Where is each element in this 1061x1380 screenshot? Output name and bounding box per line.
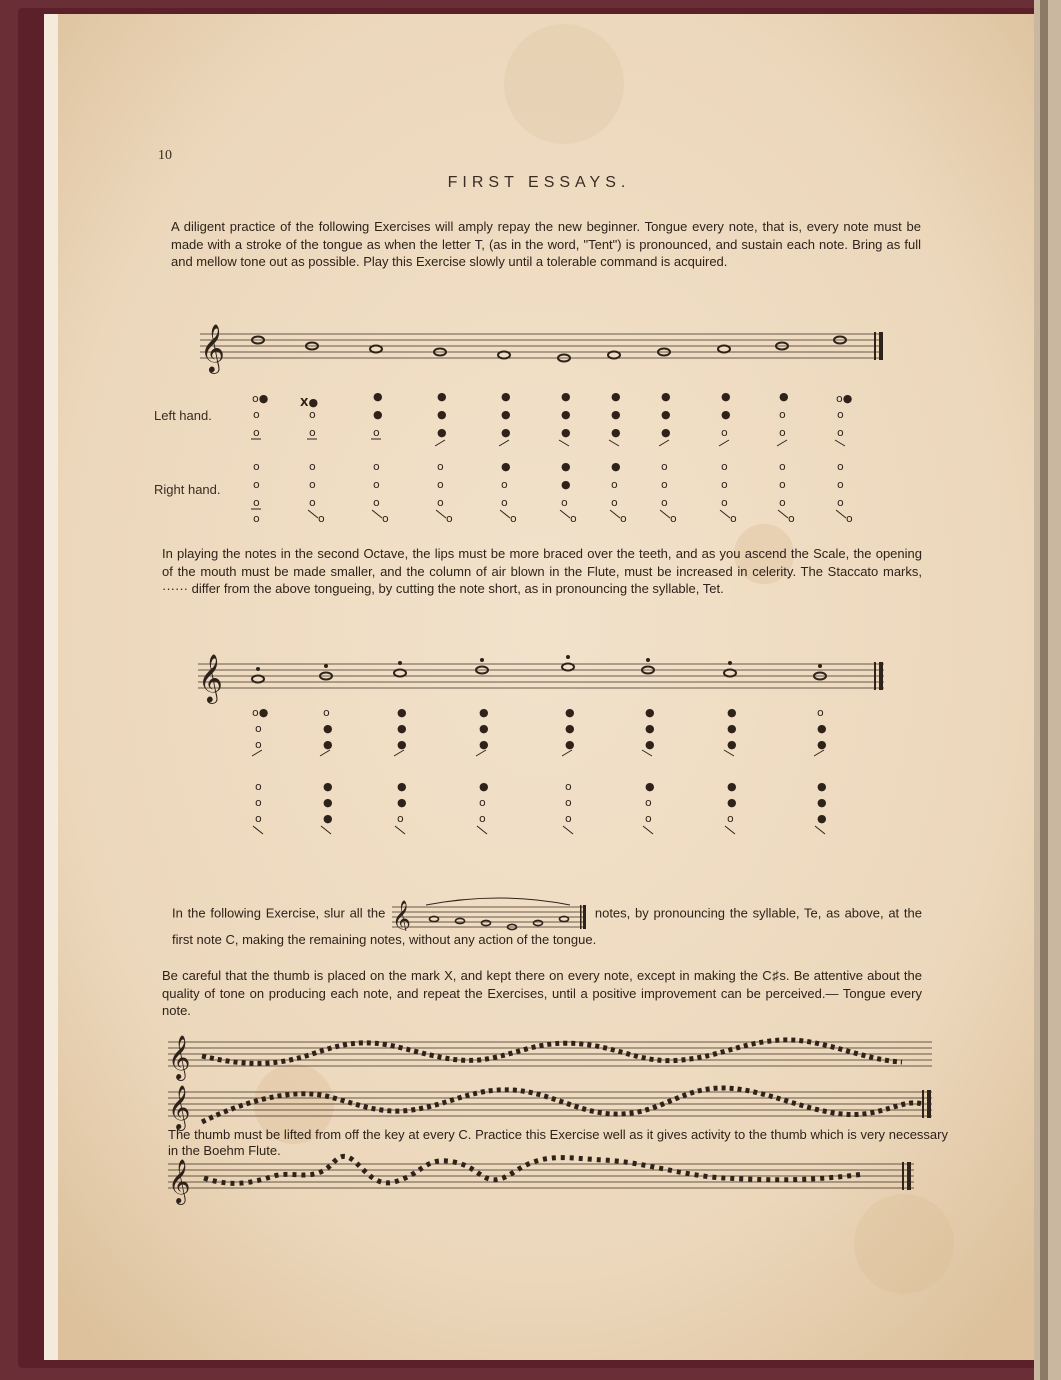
svg-text:o: o	[255, 796, 262, 809]
svg-text:o: o	[309, 426, 316, 439]
svg-text:●: ●	[661, 408, 671, 421]
svg-text:o: o	[309, 408, 316, 421]
fingering-columns	[251, 390, 853, 524]
svg-text:●: ●	[817, 738, 827, 751]
slur-text-a: In the following Exercise, slur all the	[172, 905, 386, 921]
svg-text:●: ●	[561, 460, 571, 473]
svg-text:●: ●	[611, 460, 621, 473]
svg-text:o: o	[846, 512, 853, 524]
right-hand-label: Right hand.	[154, 482, 221, 497]
svg-text:●: ●	[661, 426, 671, 439]
svg-text:●: ●	[479, 780, 489, 793]
svg-text:●: ●	[817, 780, 827, 793]
svg-text:o●: o●	[252, 392, 269, 405]
svg-text:●: ●	[373, 408, 383, 421]
svg-text:o: o	[373, 496, 380, 509]
bar-line	[874, 332, 876, 360]
left-hand-label: Left hand.	[154, 408, 212, 423]
svg-text:●: ●	[397, 780, 407, 793]
svg-text:o: o	[479, 796, 486, 809]
svg-text:●: ●	[727, 780, 737, 793]
svg-text:●: ●	[817, 796, 827, 809]
careful-paragraph: Be careful that the thumb is placed on the mark X, and kept there on every note, except in making the C♯s. Be attentive about the quality of tone on producing each note, and repeat the Exercises, until a positive improvement can be perceived.— Tongue every note.	[162, 968, 922, 1018]
svg-text:o: o	[611, 496, 618, 509]
svg-text:o: o	[373, 460, 380, 473]
svg-text:o●: o●	[252, 706, 269, 719]
svg-text:●: ●	[437, 390, 447, 403]
svg-text:o: o	[253, 408, 260, 421]
svg-text:o: o	[382, 512, 389, 524]
staccato-notes	[252, 664, 826, 683]
svg-text:●: ●	[501, 460, 511, 473]
svg-text:o: o	[661, 496, 668, 509]
svg-text:●: ●	[437, 426, 447, 439]
svg-text:●: ●	[611, 426, 621, 439]
treble-clef-icon: 𝄞	[198, 656, 223, 702]
svg-text:o: o	[837, 460, 844, 473]
page-title: FIRST ESSAYS.	[447, 174, 631, 191]
exercise-3-wave-staves	[162, 1032, 952, 1132]
svg-text:o: o	[437, 496, 444, 509]
svg-text:o: o	[779, 426, 786, 439]
svg-text:o: o	[570, 512, 577, 524]
svg-text:o: o	[255, 812, 262, 825]
svg-text:𝄞: 𝄞	[168, 1037, 191, 1079]
svg-text:o: o	[645, 796, 652, 809]
svg-text:o: o	[727, 812, 734, 825]
next-page-edge	[1034, 0, 1061, 1380]
thumb-paragraph: The thumb must be lifted from off the key at every C. Practice this Exercise well as it gives activity to the thumb which is very necessary in the Boehm Flute.	[168, 1127, 948, 1158]
exercise-4-thumb-staff	[164, 1152, 924, 1208]
svg-text:o: o	[255, 738, 262, 751]
svg-text:o: o	[561, 496, 568, 509]
svg-text:●: ●	[323, 738, 333, 751]
svg-text:o: o	[253, 512, 260, 524]
svg-text:●: ●	[561, 478, 571, 491]
final-bar-line	[879, 332, 883, 360]
svg-text:●: ●	[727, 738, 737, 751]
svg-text:o: o	[661, 478, 668, 491]
svg-text:●: ●	[561, 390, 571, 403]
svg-text:o: o	[565, 780, 572, 793]
page-number: 10	[158, 148, 172, 163]
svg-text:o: o	[309, 460, 316, 473]
second-octave-paragraph: In playing the notes in the second Octave, the lips must be more braced over the teeth, and as you ascend the Scale, the opening of the mouth must be made smaller, and the column of air blown in the Flute, must be increased in celerity. The Staccato marks, ······ differ from the above tongueing, by cutting the note short, as in pronouncing the syllable, Tet.	[162, 546, 922, 596]
svg-text:o: o	[253, 478, 260, 491]
svg-text:𝄞: 𝄞	[168, 1161, 191, 1203]
inline-slur-staff	[390, 897, 590, 931]
svg-text:●: ●	[501, 390, 511, 403]
svg-text:o: o	[730, 512, 737, 524]
svg-text:●: ●	[817, 812, 827, 825]
svg-text:o: o	[501, 496, 508, 509]
svg-text:●: ●	[437, 408, 447, 421]
svg-text:o: o	[565, 812, 572, 825]
slur-paragraph	[172, 897, 922, 949]
svg-text:●: ●	[323, 722, 333, 735]
svg-text:●: ●	[661, 390, 671, 403]
svg-text:o: o	[817, 706, 824, 719]
exercise-1-staff-and-fingering	[154, 314, 894, 524]
svg-text:●: ●	[397, 796, 407, 809]
svg-text:●: ●	[721, 408, 731, 421]
svg-text:o: o	[253, 496, 260, 509]
svg-text:●: ●	[397, 722, 407, 735]
svg-text:●: ●	[611, 408, 621, 421]
svg-text:●: ●	[479, 706, 489, 719]
svg-text:o: o	[661, 460, 668, 473]
svg-text:●: ●	[323, 780, 333, 793]
svg-text:o: o	[837, 478, 844, 491]
svg-text:●: ●	[561, 408, 571, 421]
svg-text:o: o	[721, 496, 728, 509]
svg-text:o: o	[788, 512, 795, 524]
treble-clef-icon: 𝄞	[200, 326, 225, 372]
svg-text:o: o	[670, 512, 677, 524]
svg-text:●: ●	[645, 722, 655, 735]
svg-text:●: ●	[561, 426, 571, 439]
svg-text:●: ●	[565, 722, 575, 735]
svg-text:o: o	[253, 426, 260, 439]
exercise-2-staccato-staff	[196, 644, 896, 844]
svg-text:●: ●	[565, 738, 575, 751]
svg-text:●: ●	[779, 390, 789, 403]
svg-text:o: o	[501, 478, 508, 491]
svg-text:●: ●	[721, 390, 731, 403]
svg-text:●: ●	[727, 706, 737, 719]
svg-text:●: ●	[645, 780, 655, 793]
svg-text:o: o	[837, 496, 844, 509]
svg-text:●: ●	[727, 722, 737, 735]
svg-text:o: o	[437, 460, 444, 473]
svg-text:o: o	[255, 780, 262, 793]
svg-text:o: o	[309, 496, 316, 509]
svg-text:o: o	[318, 512, 325, 524]
svg-text:●: ●	[565, 706, 575, 719]
svg-text:●: ●	[817, 722, 827, 735]
svg-text:o: o	[373, 426, 380, 439]
svg-text:o: o	[253, 460, 260, 473]
svg-text:●: ●	[501, 408, 511, 421]
svg-text:o: o	[779, 496, 786, 509]
svg-text:𝄞: 𝄞	[168, 1087, 191, 1129]
intro-paragraph: A diligent practice of the following Exercises will amply repay the new beginner. Tongue every note, that is, every note must be made with a stroke of the tongue as when the letter T, (as in the word, "Tent") is pronounced, and sustain each note. Bring as full and mellow tone out as possible. Play this Exercise slowly until a tolerable command is acquired.	[171, 219, 921, 269]
svg-text:o: o	[721, 460, 728, 473]
svg-text:o: o	[373, 478, 380, 491]
svg-text:●: ●	[323, 812, 333, 825]
svg-text:o: o	[611, 478, 618, 491]
svg-text:o: o	[837, 408, 844, 421]
svg-text:●: ●	[645, 706, 655, 719]
staff-lines	[200, 334, 882, 358]
svg-text:o: o	[779, 408, 786, 421]
svg-text:𝄞: 𝄞	[392, 900, 412, 931]
svg-text:o: o	[721, 478, 728, 491]
svg-text:●: ●	[501, 426, 511, 439]
svg-text:o: o	[309, 478, 316, 491]
svg-text:o: o	[510, 512, 517, 524]
svg-text:o: o	[721, 426, 728, 439]
svg-text:●: ●	[479, 738, 489, 751]
svg-text:o: o	[837, 426, 844, 439]
svg-text:●: ●	[727, 796, 737, 809]
svg-text:o: o	[446, 512, 453, 524]
svg-text:o●: o●	[836, 392, 853, 405]
svg-text:o: o	[565, 796, 572, 809]
svg-text:X●: X●	[300, 396, 319, 409]
svg-text:●: ●	[611, 390, 621, 403]
svg-text:o: o	[255, 722, 262, 735]
svg-text:o: o	[645, 812, 652, 825]
binding-spine	[1040, 0, 1048, 1380]
svg-text:o: o	[620, 512, 627, 524]
svg-text:●: ●	[479, 722, 489, 735]
svg-text:o: o	[779, 460, 786, 473]
book-page	[44, 14, 1034, 1360]
svg-text:o: o	[779, 478, 786, 491]
svg-text:●: ●	[373, 390, 383, 403]
svg-text:●: ●	[323, 796, 333, 809]
svg-text:o: o	[437, 478, 444, 491]
svg-text:●: ●	[397, 738, 407, 751]
svg-text:●: ●	[397, 706, 407, 719]
svg-text:o: o	[397, 812, 404, 825]
slur-text-b: notes, by pronouncing the syllable, Te, as above, at the first note C, making the remaining notes, without any action of the tongue.	[172, 905, 922, 947]
svg-text:o: o	[479, 812, 486, 825]
svg-text:●: ●	[645, 738, 655, 751]
svg-text:o: o	[323, 706, 330, 719]
